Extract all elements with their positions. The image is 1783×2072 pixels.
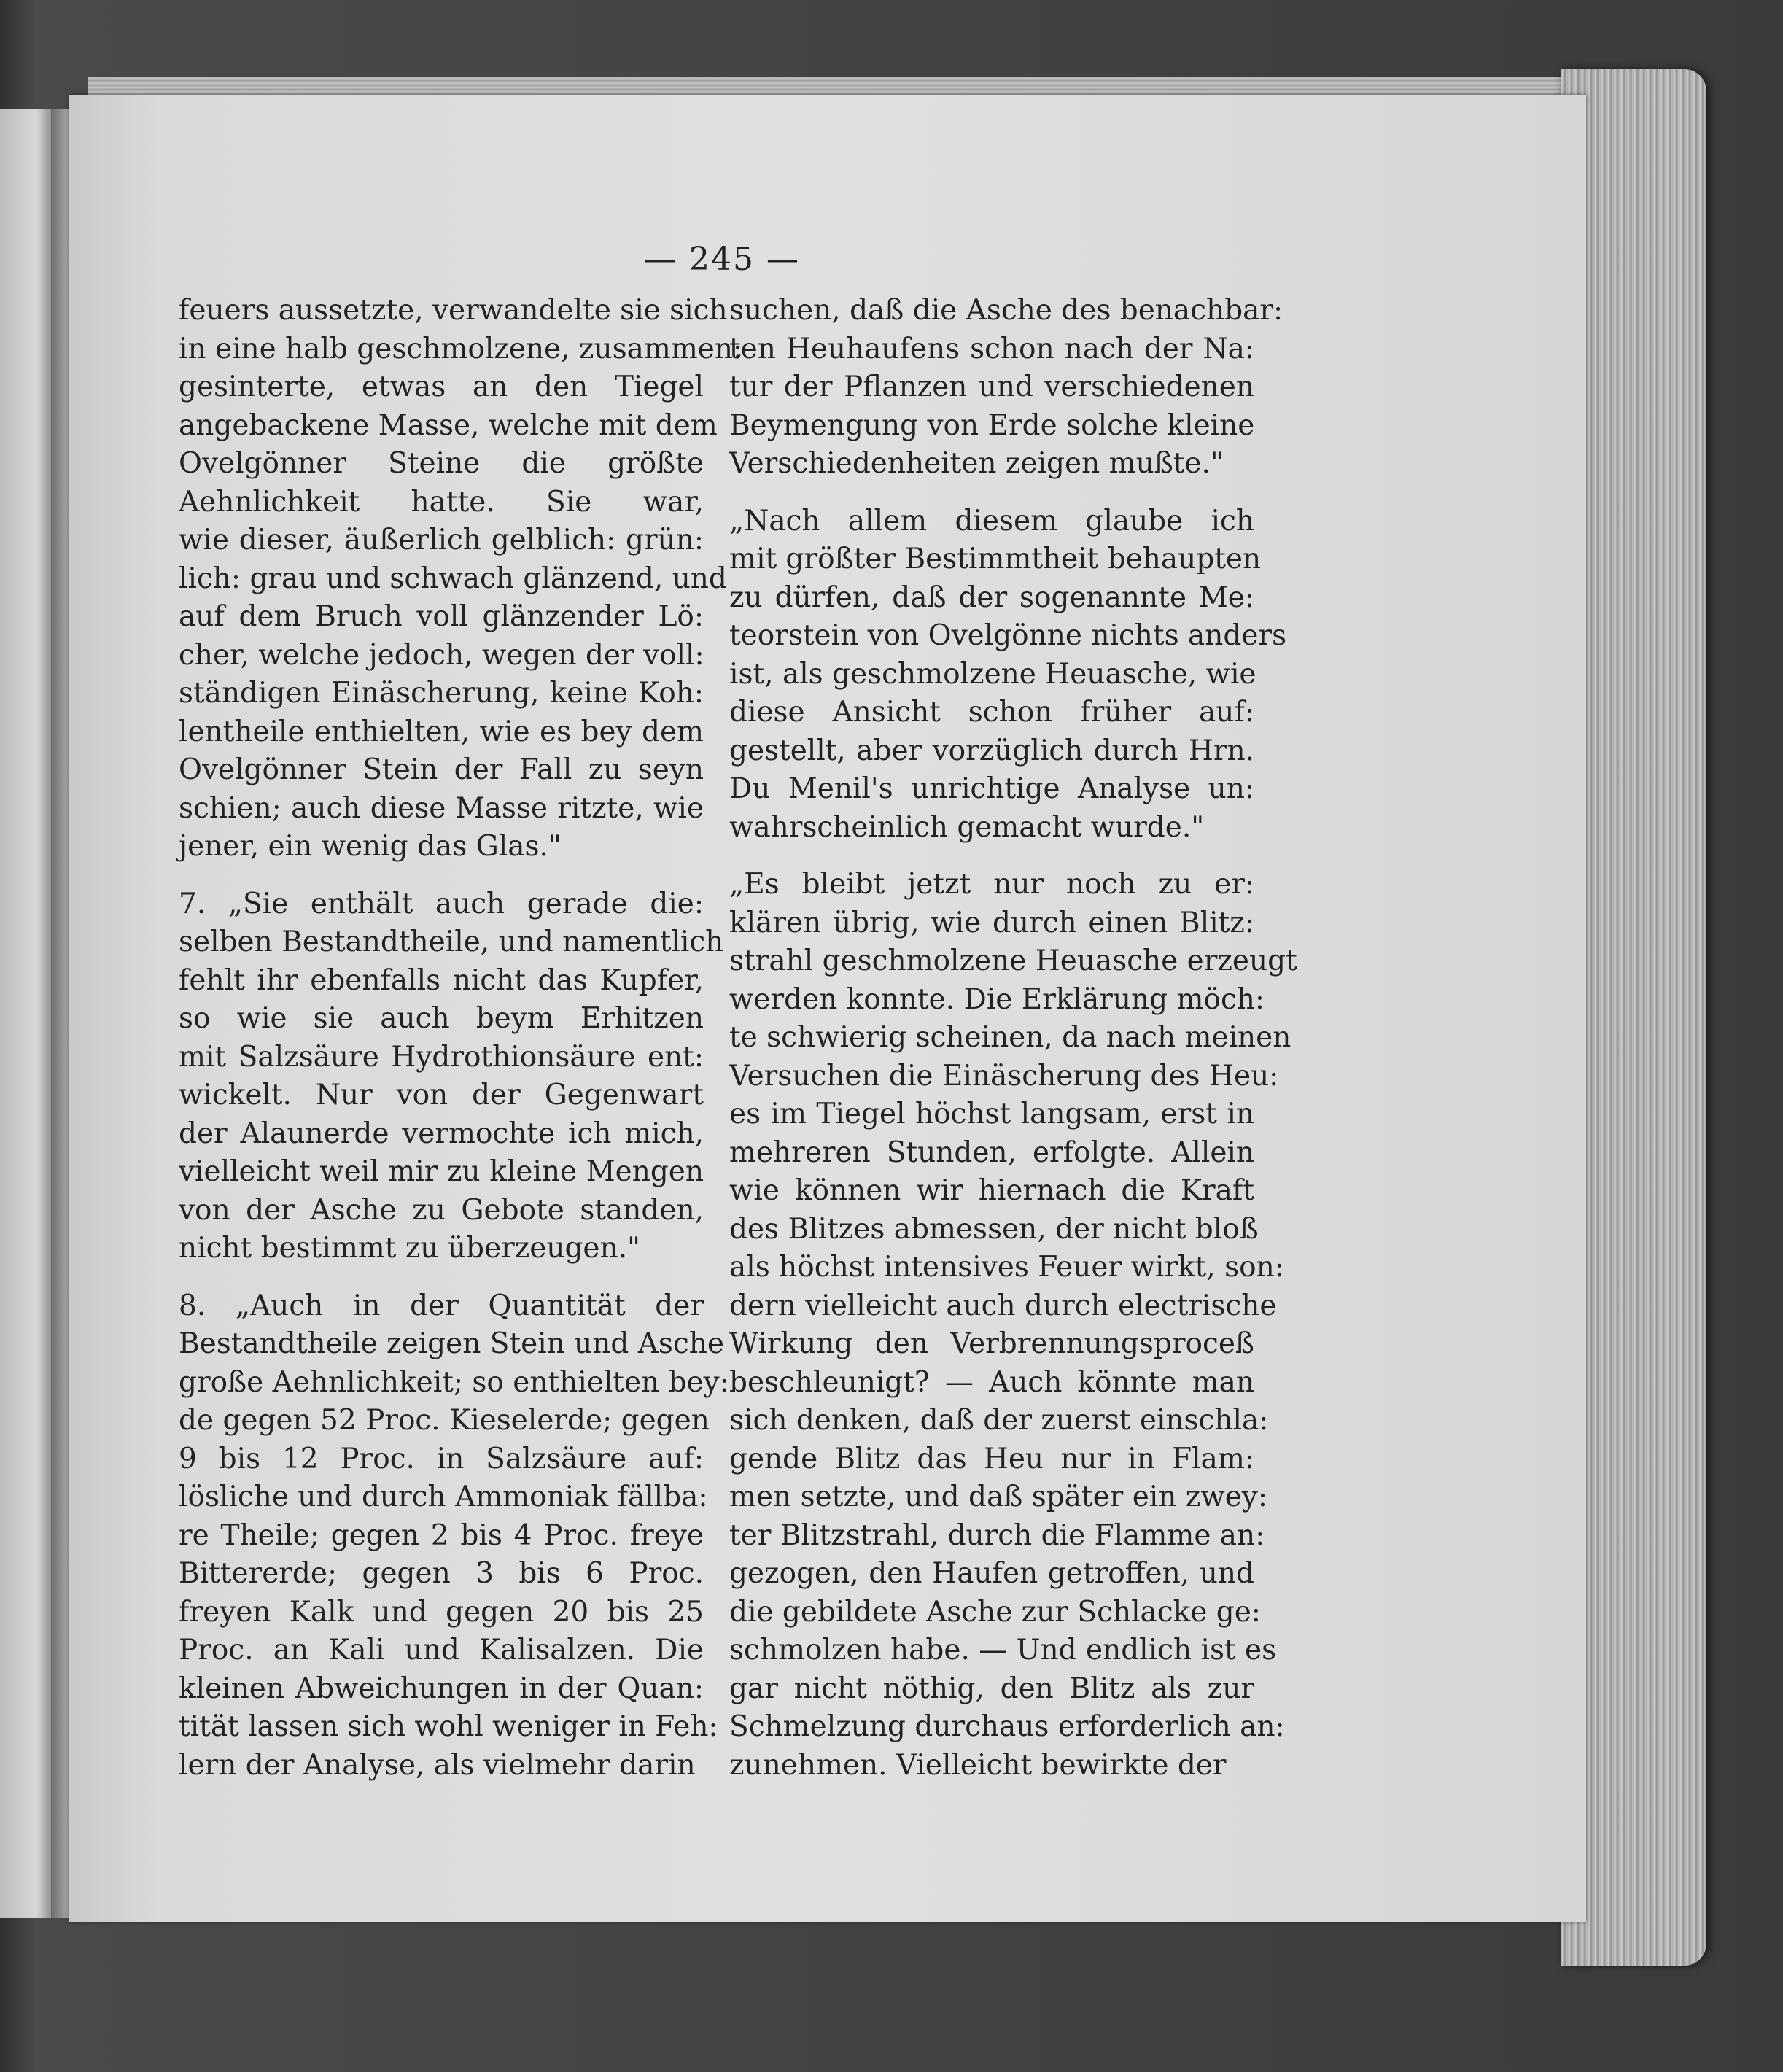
text-line: wie dieser, äußerlich gelblich: grün: [179, 524, 704, 556]
text-line: mehreren Stunden, erfolgte. Allein [729, 1136, 1254, 1169]
paragraph-gap [729, 847, 1254, 866]
text-line: Ovelgönner Stein der Fall zu seyn [179, 753, 704, 786]
text-line: 7. „Sie enthält auch gerade die: [179, 887, 704, 920]
text-line: zu dürfen, daß der sogenannte Me: [729, 581, 1254, 614]
text-line: ter Blitzstrahl, durch die Flamme an: [729, 1518, 1265, 1552]
text-line: mit größter Bestimmtheit behaupten [729, 543, 1262, 575]
text-line: de gegen 52 Proc. Kieselerde; gegen [179, 1404, 710, 1437]
text-line: lentheile enthielten, wie es bey dem [179, 715, 704, 748]
text-line: klären übrig, wie durch einen Blitz: [729, 906, 1254, 939]
text-line: vielleicht weil mir zu kleine Mengen [179, 1155, 704, 1188]
text-line: feuers aussetzte, verwandelte sie sich [179, 294, 728, 327]
text-line: lern der Analyse, als vielmehr darin [179, 1748, 696, 1782]
text-line: schien; auch diese Masse ritzte, wie [179, 791, 704, 825]
text-line: fehlt ihr ebenfalls nicht das Kupfer, [179, 963, 704, 997]
text-line: strahl geschmolzene Heuasche erzeugt [729, 944, 1297, 977]
text-line: teorstein von Ovelgönne nichts anders [729, 619, 1287, 652]
text-line: 9 bis 12 Proc. in Salzsäure auf: [179, 1442, 704, 1475]
page-number: — 245 — [644, 241, 800, 278]
text-line: der Alaunerde vermochte ich mich, [179, 1117, 704, 1150]
text-line: tur der Pflanzen und verschiedenen [729, 370, 1254, 403]
text-line: Bittererde; gegen 3 bis 6 Proc. [179, 1557, 704, 1590]
text-line: diese Ansicht schon früher auf: [729, 696, 1254, 729]
right-text-column [729, 292, 1297, 1785]
text-line: Ovelgönner Steine die größte [179, 447, 704, 480]
text-line: men setzte, und daß später ein zwey: [729, 1481, 1267, 1513]
text-line: des Blitzes abmessen, der nicht bloß [729, 1212, 1259, 1246]
text-line: Wirkung den Verbrennungsproceß [729, 1327, 1254, 1360]
text-line: ist, als geschmolzene Heuasche, wie [729, 657, 1256, 691]
text-line: wie können wir hiernach die Kraft [729, 1174, 1254, 1207]
text-line: wahrscheinlich gemacht wurde." [729, 810, 1205, 844]
left-page-edge [0, 109, 53, 1918]
text-line: cher, welche jedoch, wegen der voll: [179, 638, 704, 672]
text-line: Verschiedenheiten zeigen mußte." [729, 447, 1224, 480]
text-line: große Aehnlichkeit; so enthielten bey: [179, 1365, 729, 1399]
text-line: tität lassen sich wohl weniger in Feh: [179, 1710, 718, 1743]
paragraph-gap [729, 484, 1254, 503]
text-line: lich: grau und schwach glänzend, und [179, 562, 727, 595]
text-line: werden konnte. Die Erklärung möch: [729, 982, 1265, 1016]
text-line: gezogen, den Haufen getroffen, und [729, 1557, 1254, 1590]
text-line: Du Menil's unrichtige Analyse un: [729, 772, 1254, 805]
text-line: ständigen Einäscherung, keine Koh: [179, 677, 704, 710]
text-line: te schwierig scheinen, da nach meinen [729, 1021, 1291, 1054]
left-text-column [179, 292, 743, 1785]
text-line: suchen, daß die Asche des benachbar: [729, 294, 1283, 327]
text-line: die gebildete Asche zur Schlacke ge: [729, 1595, 1261, 1629]
text-line: dern vielleicht auch durch electrische [729, 1289, 1277, 1322]
text-line: selben Bestandtheile, und namentlich [179, 926, 724, 958]
text-line: gende Blitz das Heu nur in Flam: [729, 1442, 1254, 1475]
text-line: „Nach allem diesem glaube ich [729, 504, 1254, 538]
text-line: angebackene Masse, welche mit dem [179, 408, 718, 442]
text-line: gar nicht nöthig, den Blitz als zur [729, 1672, 1254, 1705]
text-line: es im Tiegel höchst langsam, erst in [729, 1098, 1254, 1130]
text-line: 8. „Auch in der Quantität der [179, 1289, 704, 1322]
text-line: in eine halb geschmolzene, zusammen: [179, 332, 743, 365]
text-line: gestellt, aber vorzüglich durch Hrn. [729, 734, 1254, 767]
text-line: so wie sie auch beym Erhitzen [179, 1002, 704, 1035]
text-line: ten Heuhaufens schon nach der Na: [729, 332, 1254, 365]
text-line: wickelt. Nur von der Gegenwart [179, 1079, 704, 1111]
text-line: Proc. an Kali und Kalisalzen. Die [179, 1634, 704, 1666]
text-line: auf dem Bruch voll glänzender Lö: [179, 600, 704, 633]
paragraph-gap [179, 1268, 704, 1287]
text-line: mit Salzsäure Hydrothionsäure ent: [179, 1040, 704, 1074]
text-line: beschleunigt? — Auch könnte man [729, 1365, 1254, 1399]
text-line: „Es bleibt jetzt nur noch zu er: [729, 868, 1254, 901]
text-line: Bestandtheile zeigen Stein und Asche [179, 1327, 724, 1360]
text-line: schmolzen habe. — Und endlich ist es [729, 1634, 1277, 1666]
text-line: von der Asche zu Gebote standen, [179, 1193, 704, 1227]
text-line: freyen Kalk und gegen 20 bis 25 [179, 1595, 704, 1629]
text-line: re Theile; gegen 2 bis 4 Proc. freye [179, 1518, 704, 1552]
text-line: Beymengung von Erde solche kleine [729, 408, 1255, 442]
text-line: sich denken, daß der zuerst einschla: [729, 1404, 1269, 1437]
text-line: gesinterte, etwas an den Tiegel [179, 370, 704, 403]
text-line: lösliche und durch Ammoniak fällba: [179, 1481, 708, 1513]
paragraph-gap [179, 866, 704, 885]
text-line: jener, ein wenig das Glas." [179, 830, 562, 863]
text-line: kleinen Abweichungen in der Quan: [179, 1672, 704, 1705]
text-line: zunehmen. Vielleicht bewirkte der [729, 1748, 1227, 1782]
text-line: nicht bestimmt zu überzeugen." [179, 1232, 640, 1265]
text-line: als höchst intensives Feuer wirkt, son: [729, 1251, 1284, 1284]
text-line: Aehnlichkeit hatte. Sie war, [179, 485, 704, 519]
text-line: Schmelzung durchaus erforderlich an: [729, 1710, 1285, 1743]
text-line: Versuchen die Einäscherung des Heu: [729, 1059, 1279, 1093]
